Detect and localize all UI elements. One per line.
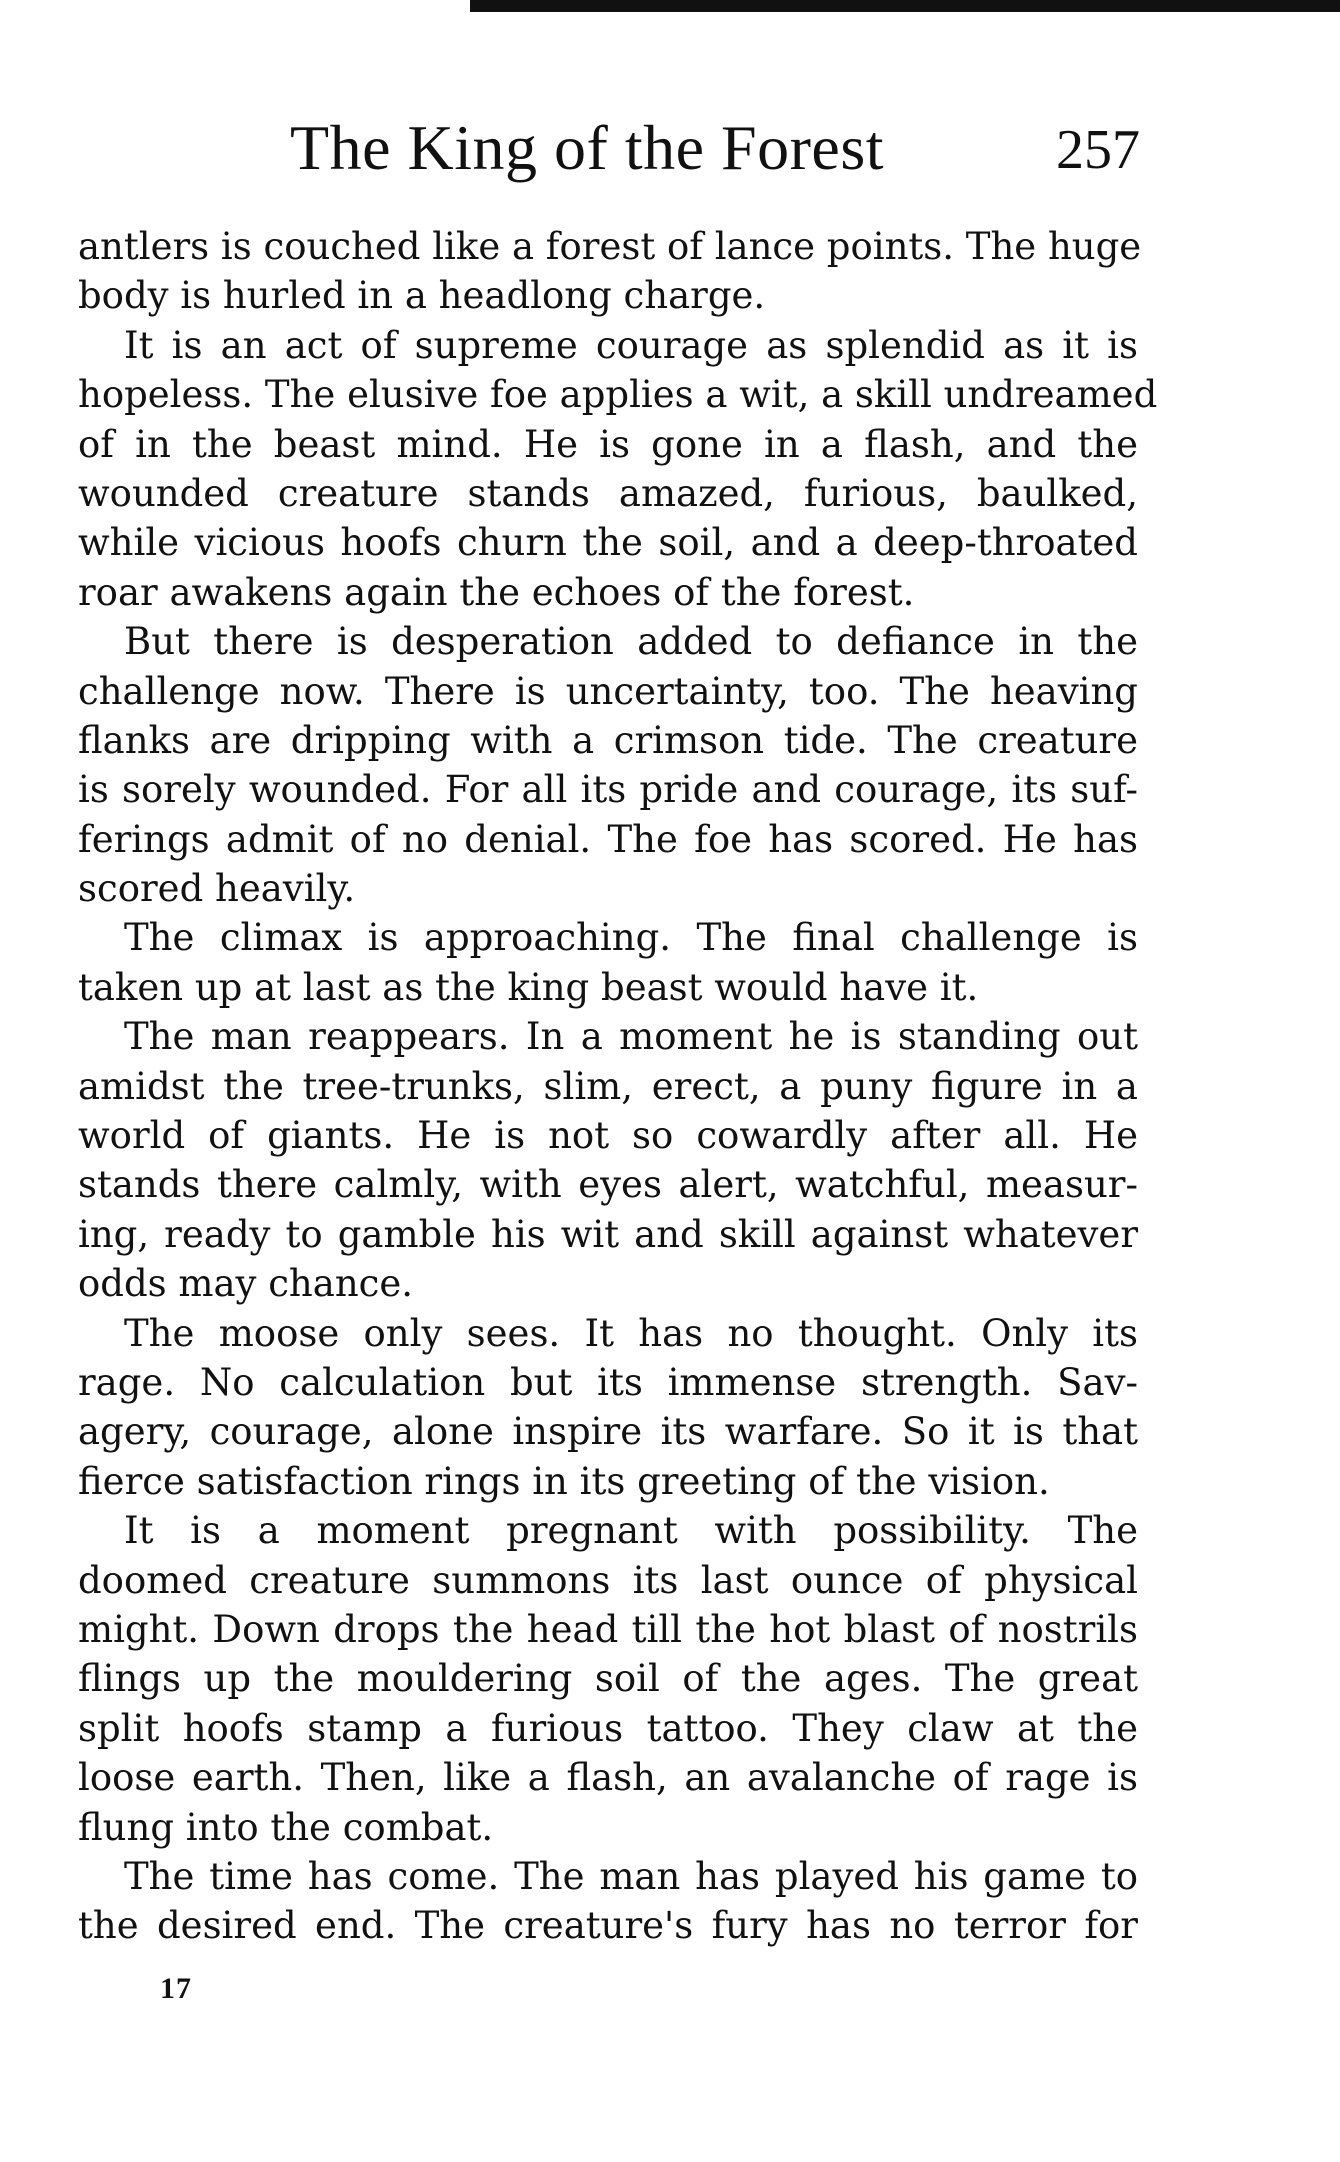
text-line: the desired end. The creature's fury has no terror for (78, 1904, 1138, 1948)
text-line: flings up the mouldering soil of the ages. The great (78, 1657, 1138, 1701)
text-line: The climax is approaching. The final challenge is (124, 916, 1138, 960)
text-line: ferings admit of no denial. The foe has scored. He has (78, 817, 1138, 861)
text-line: scored heavily. (78, 867, 356, 911)
signature-mark: 17 (160, 1972, 192, 2005)
text-line: doomed creature summons its last ounce of physical (78, 1558, 1138, 1602)
text-line: rage. No calculation but its immense strength. Sav- (78, 1360, 1138, 1404)
text-line: roar awakens again the echoes of the forest. (78, 570, 915, 614)
text-line: antlers is couched like a forest of lance points. The huge (78, 225, 1142, 268)
text-line: ing, ready to gamble his wit and skill against whatever (78, 1212, 1138, 1256)
text-line: The moose only sees. It has no thought. Only its (124, 1311, 1138, 1355)
top-border-rule (470, 0, 1340, 12)
text-line: flung into the combat. (78, 1805, 494, 1849)
text-line: while vicious hoofs churn the soil, and a deep-throated (78, 521, 1138, 565)
text-line: might. Down drops the head till the hot blast of nostrils (78, 1607, 1138, 1651)
page-number: 257 (1056, 119, 1140, 181)
text-line: The man reappears. In a moment he is standing out (124, 1015, 1138, 1059)
text-line: But there is desperation added to defiance in the (124, 620, 1138, 664)
text-line: fierce satisfaction rings in its greeting of the vision. (78, 1459, 1050, 1503)
text-line: It is a moment pregnant with possibility. The (124, 1509, 1138, 1553)
body-text (78, 222, 1158, 1951)
text-line: wounded creature stands amazed, furious, baulked, (78, 471, 1138, 515)
text-line: split hoofs stamp a furious tattoo. They claw at the (78, 1706, 1138, 1750)
text-line: flanks are dripping with a crimson tide. The creature (78, 718, 1138, 762)
text-line: stands there calmly, with eyes alert, watchful, measur- (78, 1163, 1138, 1207)
text-line: loose earth. Then, like a flash, an avalanche of rage is (78, 1756, 1138, 1800)
text-line: agery, courage, alone inspire its warfare. So it is that (78, 1410, 1138, 1454)
text-line: challenge now. There is uncertainty, too. The heaving (78, 669, 1138, 713)
text-line: The time has come. The man has played his game to (124, 1854, 1138, 1898)
running-head (290, 110, 1140, 186)
text-line: odds may chance. (78, 1262, 414, 1306)
text-line: It is an act of supreme courage as splendid as it is (124, 323, 1138, 367)
text-line: world of giants. He is not so cowardly after all. He (78, 1114, 1138, 1158)
text-line: taken up at last as the king beast would have it. (78, 965, 979, 1009)
running-title: The King of the Forest (290, 112, 884, 183)
text-line: body is hurled in a headlong charge. (78, 274, 766, 318)
text-line: is sorely wounded. For all its pride and courage, its suf- (78, 768, 1138, 812)
text-line: of in the beast mind. He is gone in a flash, and the (78, 422, 1138, 466)
text-line: amidst the tree-trunks, slim, erect, a puny figure in a (78, 1064, 1138, 1108)
text-line: hopeless. The elusive foe applies a wit, a skill undreamed (78, 373, 1158, 417)
